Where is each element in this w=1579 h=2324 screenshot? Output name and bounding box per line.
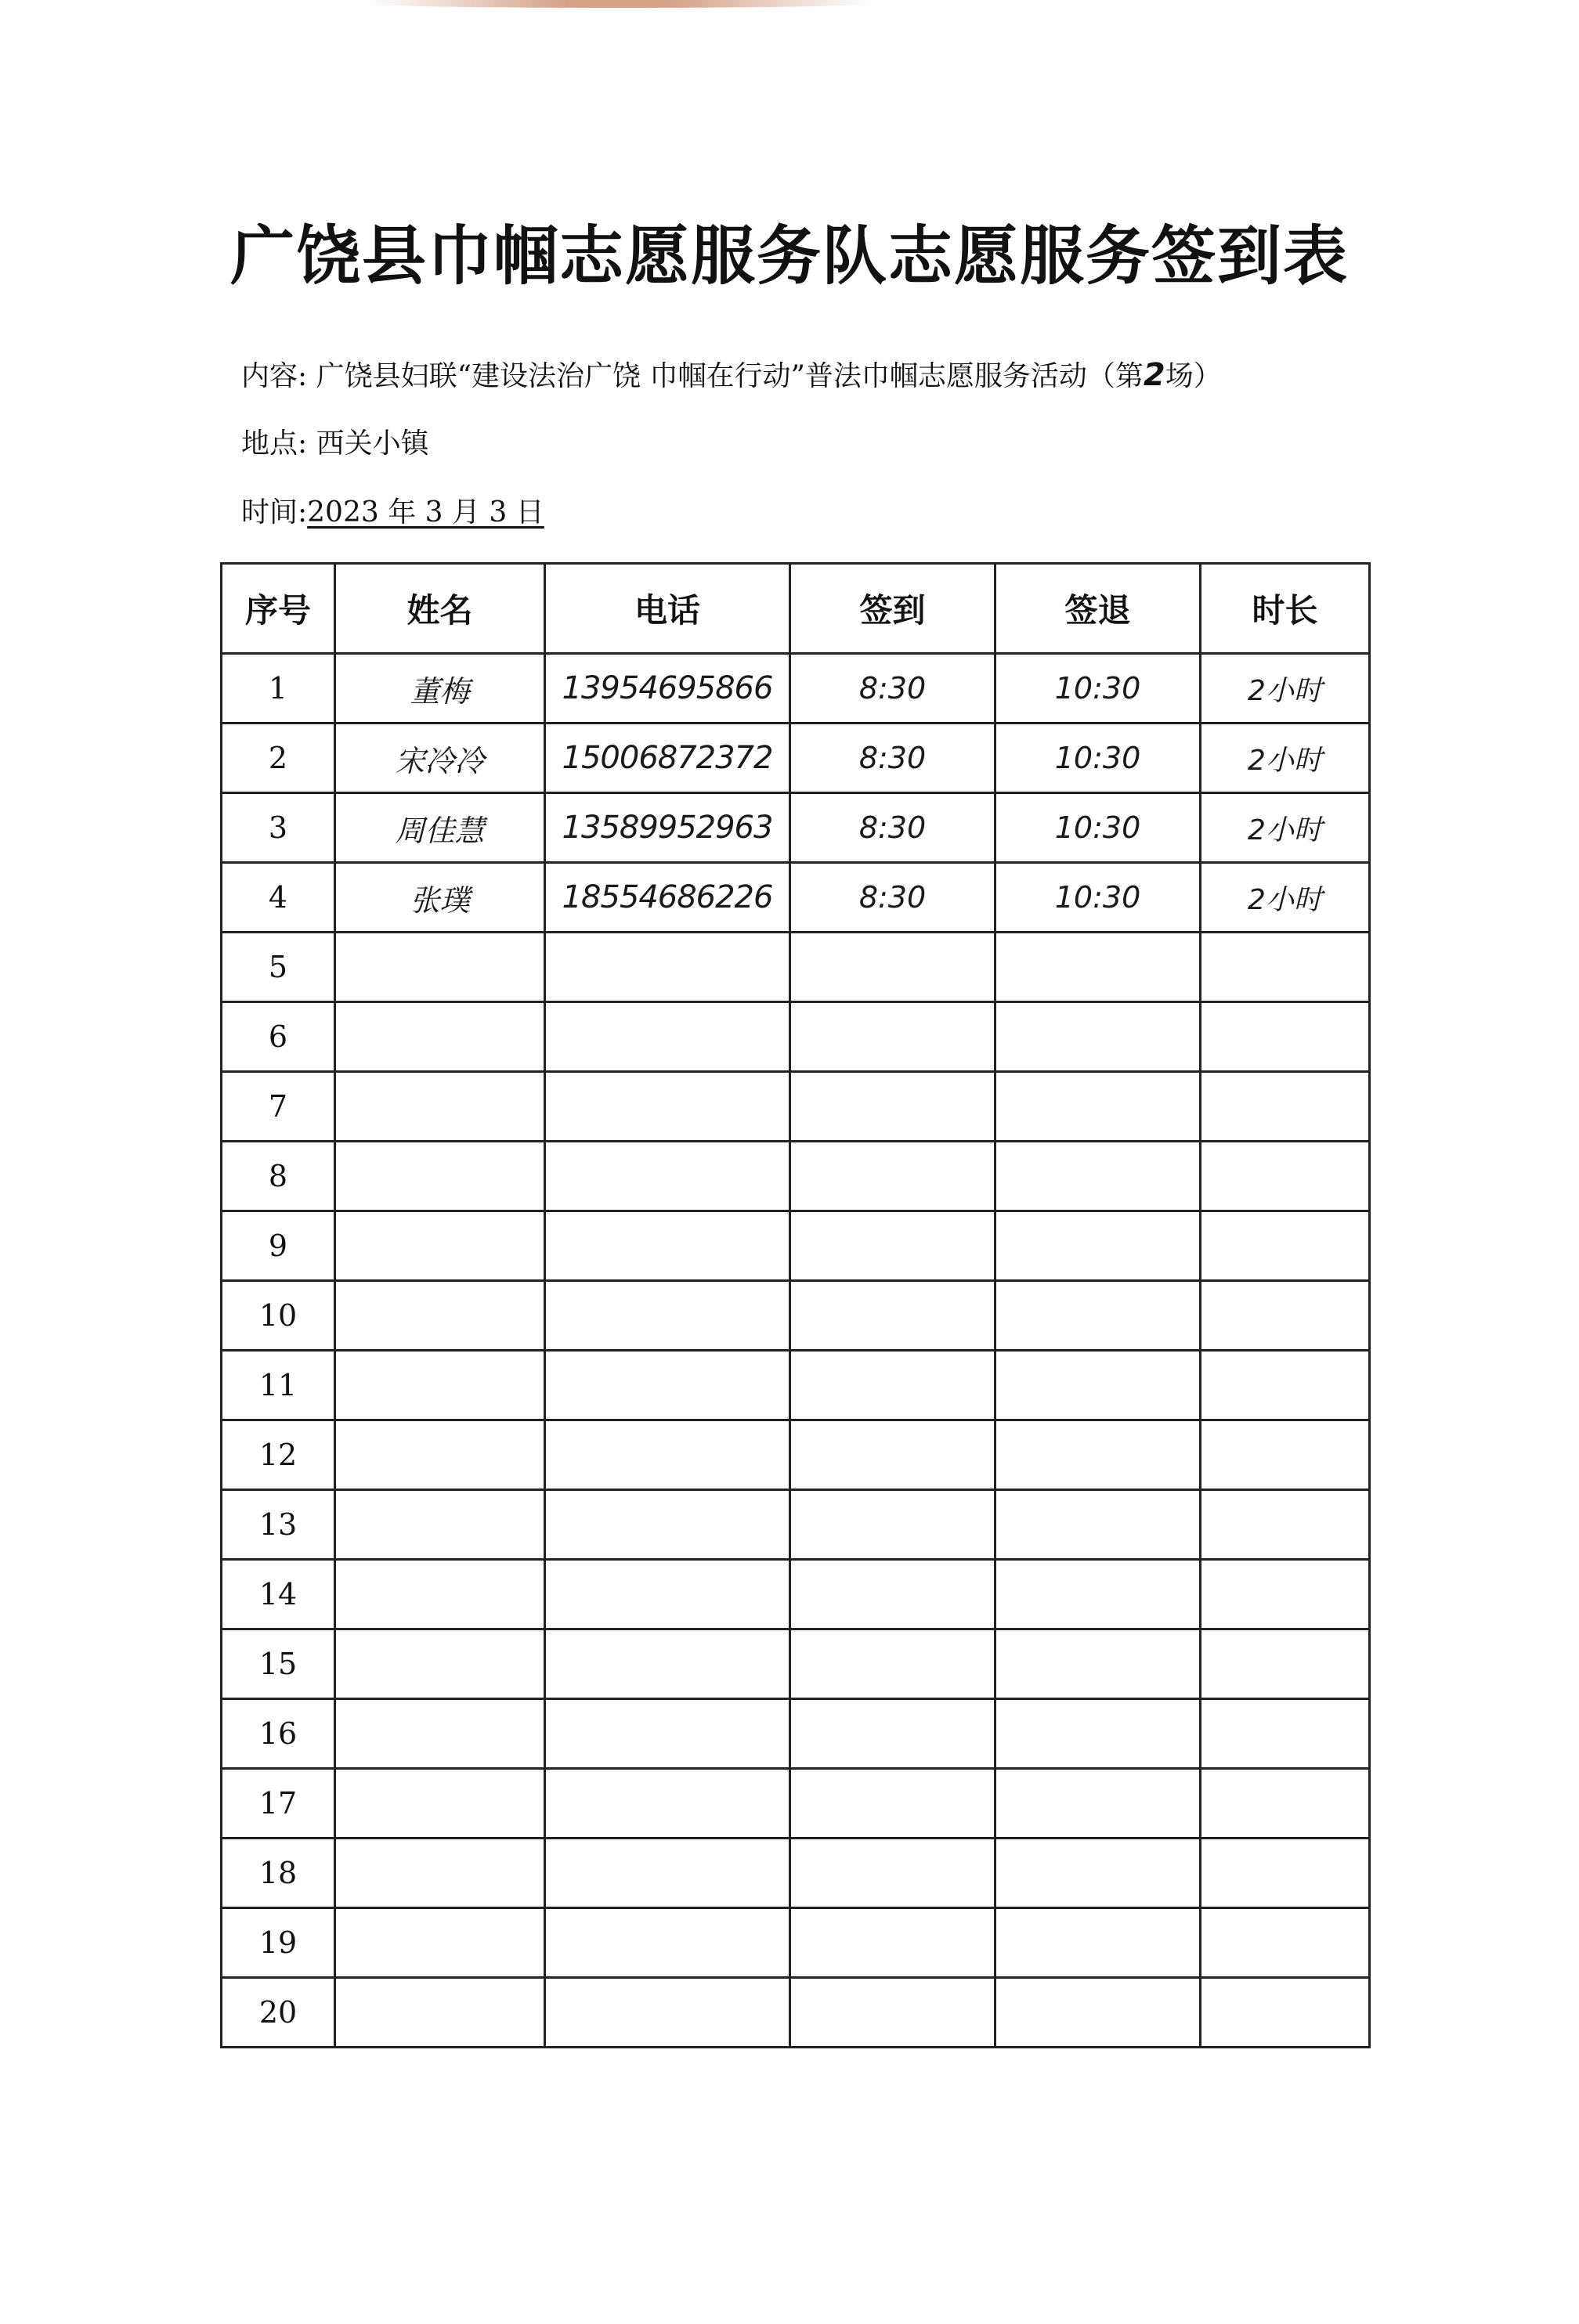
cell-duration: 2小时: [1201, 724, 1370, 793]
cell-name: 周佳慧: [335, 793, 545, 863]
session-number: 2: [1143, 357, 1165, 393]
table-row: [222, 933, 1370, 1002]
cell-no: 13: [222, 1490, 335, 1560]
cell-phone: [545, 1211, 790, 1281]
table-row: [222, 1420, 1370, 1490]
cell-checkin: 8:30: [790, 724, 995, 793]
cell-no: 2: [222, 724, 335, 793]
cell-duration: [1201, 1560, 1370, 1629]
cell-no: 15: [222, 1629, 335, 1699]
table-row: [222, 1281, 1370, 1351]
table-row: [222, 724, 1370, 793]
cell-name: 宋冷冷: [335, 724, 545, 793]
cell-checkout: [995, 1281, 1201, 1351]
cell-duration: [1201, 1490, 1370, 1560]
cell-name: [335, 1839, 545, 1908]
cell-duration: [1201, 1839, 1370, 1908]
cell-checkout: 10:30: [995, 724, 1201, 793]
cell-no: 1: [222, 654, 335, 724]
cell-checkin: [790, 933, 995, 1002]
header-checkin: 签到: [790, 564, 995, 654]
cell-checkout: [995, 1769, 1201, 1839]
cell-checkout: [995, 1560, 1201, 1629]
cell-phone: [545, 1420, 790, 1490]
cell-name: [335, 1490, 545, 1560]
table-row: [222, 1211, 1370, 1281]
cell-name: [335, 1629, 545, 1699]
cell-duration: 2小时: [1201, 863, 1370, 933]
cell-no: 4: [222, 863, 335, 933]
table-row: [222, 1839, 1370, 1908]
cell-duration: 2小时: [1201, 793, 1370, 863]
cell-name: [335, 1281, 545, 1351]
cell-no: 9: [222, 1211, 335, 1281]
cell-no: 7: [222, 1072, 335, 1142]
header-no: 序号: [222, 564, 335, 654]
cell-checkin: [790, 1142, 995, 1211]
table-row: [222, 1629, 1370, 1699]
table-row: [222, 1072, 1370, 1142]
cell-checkin: [790, 1699, 995, 1769]
cell-checkout: [995, 1211, 1201, 1281]
cell-checkin: [790, 1281, 995, 1351]
cell-checkin: [790, 1769, 995, 1839]
cell-checkin: [790, 1629, 995, 1699]
cell-checkin: [790, 1490, 995, 1560]
table-row: [222, 1142, 1370, 1211]
cell-checkout: [995, 1490, 1201, 1560]
cell-checkin: 8:30: [790, 654, 995, 724]
cell-phone: [545, 1629, 790, 1699]
cell-phone: [545, 1281, 790, 1351]
cell-checkin: [790, 1839, 995, 1908]
cell-checkout: [995, 1629, 1201, 1699]
cell-name: [335, 1560, 545, 1629]
cell-duration: [1201, 933, 1370, 1002]
cell-duration: [1201, 1281, 1370, 1351]
cell-name: [335, 1420, 545, 1490]
cell-name: [335, 1699, 545, 1769]
cell-no: 17: [222, 1769, 335, 1839]
cell-duration: [1201, 1142, 1370, 1211]
cell-duration: 2小时: [1201, 654, 1370, 724]
cell-checkout: [995, 1699, 1201, 1769]
time-value: 2023 年 3 月 3 日: [307, 496, 544, 529]
cell-phone: [545, 1002, 790, 1072]
cell-no: 16: [222, 1699, 335, 1769]
cell-checkout: [995, 1839, 1201, 1908]
cell-phone: [545, 1839, 790, 1908]
content-suffix: 场）: [1165, 360, 1222, 392]
cell-phone: [545, 1560, 790, 1629]
cell-no: 20: [222, 1978, 335, 2048]
cell-checkin: [790, 1072, 995, 1142]
time-label: 时间:: [241, 496, 308, 529]
cell-checkin: 8:30: [790, 793, 995, 863]
cell-no: 6: [222, 1002, 335, 1072]
cell-no: 19: [222, 1908, 335, 1978]
cell-no: 18: [222, 1839, 335, 1908]
signin-table: [220, 562, 1371, 2048]
cell-no: 8: [222, 1142, 335, 1211]
cell-duration: [1201, 1211, 1370, 1281]
cell-phone: [545, 1490, 790, 1560]
cell-no: 5: [222, 933, 335, 1002]
cell-no: 3: [222, 793, 335, 863]
cell-phone: [545, 1142, 790, 1211]
cell-phone: 13589952963: [545, 793, 790, 863]
cell-duration: [1201, 1420, 1370, 1490]
table-row: [222, 1699, 1370, 1769]
cell-phone: [545, 1908, 790, 1978]
header-phone: 电话: [545, 564, 790, 654]
cell-checkin: [790, 1351, 995, 1420]
cell-name: 张璞: [335, 863, 545, 933]
table-row: [222, 863, 1370, 933]
header-duration: 时长: [1201, 564, 1370, 654]
cell-duration: [1201, 1072, 1370, 1142]
place-label: 地点:: [241, 428, 308, 460]
cell-checkout: [995, 1420, 1201, 1490]
place-value: 西关小镇: [316, 428, 429, 460]
cell-phone: 13954695866: [545, 654, 790, 724]
table-row: [222, 1002, 1370, 1072]
cell-no: 14: [222, 1560, 335, 1629]
cell-checkout: [995, 1978, 1201, 2048]
cell-name: 董梅: [335, 654, 545, 724]
header-checkout: 签退: [995, 564, 1201, 654]
cell-checkout: 10:30: [995, 863, 1201, 933]
cell-checkout: [995, 933, 1201, 1002]
cell-checkin: [790, 1420, 995, 1490]
table-row: [222, 1560, 1370, 1629]
cell-checkin: [790, 1908, 995, 1978]
cell-name: [335, 1351, 545, 1420]
cell-name: [335, 1908, 545, 1978]
cell-name: [335, 1769, 545, 1839]
table-row: [222, 793, 1370, 863]
cell-checkin: [790, 1211, 995, 1281]
cell-duration: [1201, 1769, 1370, 1839]
cell-duration: [1201, 1908, 1370, 1978]
cell-checkin: 8:30: [790, 863, 995, 933]
cell-checkout: 10:30: [995, 654, 1201, 724]
place-line: [241, 421, 429, 461]
cell-checkin: [790, 1978, 995, 2048]
cell-checkout: [995, 1908, 1201, 1978]
time-line: [241, 490, 544, 530]
cell-name: [335, 1142, 545, 1211]
cell-no: 12: [222, 1420, 335, 1490]
cell-phone: [545, 933, 790, 1002]
cell-checkout: [995, 1072, 1201, 1142]
table-row: [222, 654, 1370, 724]
cell-checkout: [995, 1351, 1201, 1420]
table-row: [222, 1978, 1370, 2048]
table-row: [222, 1908, 1370, 1978]
cell-checkout: [995, 1142, 1201, 1211]
cell-phone: [545, 1769, 790, 1839]
cell-checkin: [790, 1560, 995, 1629]
cell-name: [335, 1002, 545, 1072]
page-title: 广饶县巾帼志愿服务队志愿服务签到表: [229, 219, 1349, 294]
cell-phone: [545, 1072, 790, 1142]
cell-no: 11: [222, 1351, 335, 1420]
cell-checkout: 10:30: [995, 793, 1201, 863]
table-row: [222, 1490, 1370, 1560]
cell-no: 10: [222, 1281, 335, 1351]
content-label: 内容:: [241, 360, 308, 392]
cell-name: [335, 933, 545, 1002]
cell-phone: [545, 1699, 790, 1769]
cell-phone: 18554686226: [545, 863, 790, 933]
cell-phone: [545, 1351, 790, 1420]
table-row: [222, 1351, 1370, 1420]
cell-duration: [1201, 1351, 1370, 1420]
content-line: [241, 354, 1222, 394]
header-name: 姓名: [335, 564, 545, 654]
cell-checkout: [995, 1002, 1201, 1072]
cell-phone: [545, 1978, 790, 2048]
cell-name: [335, 1978, 545, 2048]
cell-checkin: [790, 1002, 995, 1072]
cell-name: [335, 1072, 545, 1142]
cell-duration: [1201, 1002, 1370, 1072]
scan-edge-smudge: [368, 0, 869, 8]
cell-phone: 15006872372: [545, 724, 790, 793]
cell-duration: [1201, 1699, 1370, 1769]
table-row: [222, 1769, 1370, 1839]
cell-duration: [1201, 1978, 1370, 2048]
cell-name: [335, 1211, 545, 1281]
content-prefix: 广饶县妇联“建设法治广饶 巾帼在行动”普法巾帼志愿服务活动（第: [316, 360, 1144, 392]
cell-duration: [1201, 1629, 1370, 1699]
header-row: [222, 564, 1370, 654]
